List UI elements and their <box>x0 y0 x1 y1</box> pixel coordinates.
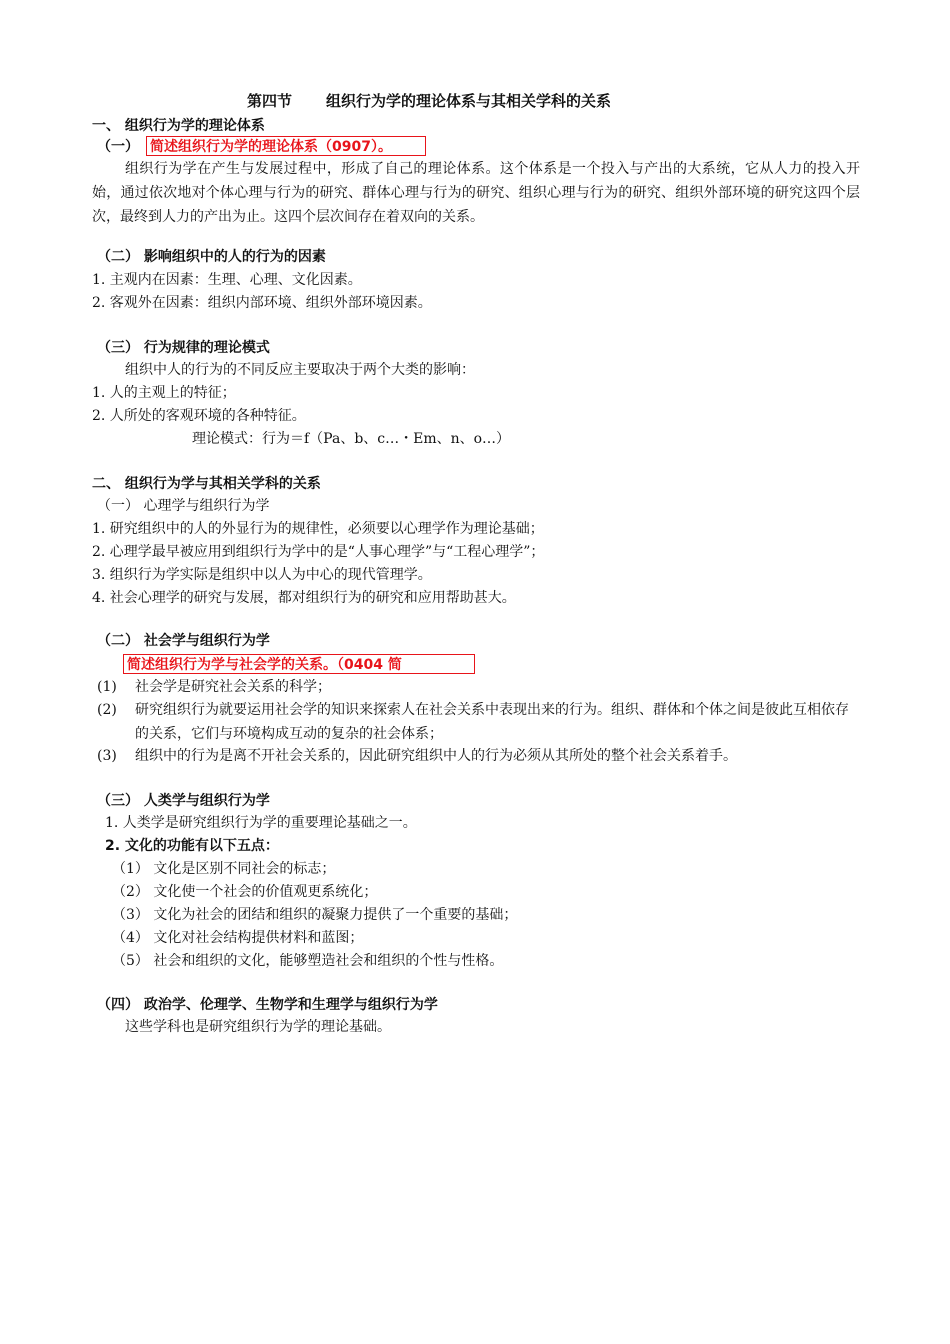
sub-2-2-heading: （二） 社会学与组织行为学 <box>97 633 270 649</box>
list-item: 1. 主观内在因素：生理、心理、文化因素。 <box>92 272 362 288</box>
heading-part-1: 一、 组织行为学的理论体系 <box>92 118 265 134</box>
list-item: 研究组织行为就要运用社会学的知识来探索人在社会关系中表现出来的行为。组织、群体和个体之间是彼此互相依存的关系，它们与环境构成互动的复杂的社会体系； <box>135 702 849 742</box>
exam-question-1: 简述组织行为学的理论体系（0907）。 <box>150 139 392 155</box>
list-item-number: (3) <box>97 748 117 764</box>
list-item-bold: 2. 文化的功能有以下五点： <box>105 838 279 854</box>
list-item: 组织中的行为是离不开社会关系的，因此研究组织中人的行为必须从其所处的整个社会关系着手。 <box>135 748 737 764</box>
sub-list-item: （1） 文化是区别不同社会的标志； <box>112 861 336 877</box>
section-title <box>247 90 611 112</box>
list-item: 2. 客观外在因素：组织内部环境、组织外部环境因素。 <box>92 295 432 311</box>
exam-question-box-1 <box>146 136 426 156</box>
list-item: 1. 人的主观上的特征； <box>92 385 236 401</box>
sub-2-4-body: 这些学科也是研究组织行为学的理论基础。 <box>125 1019 391 1035</box>
sub-1-label: （一） <box>97 139 139 155</box>
exam-question-2: 简述组织行为学与社会学的关系。（0404 简 <box>127 657 402 673</box>
heading-part-2: 二、 组织行为学与其相关学科的关系 <box>92 476 321 492</box>
exam-question-box-2 <box>123 654 475 674</box>
list-item: 2. 心理学最早被应用到组织行为学中的是“人事心理学”与“工程心理学”； <box>92 544 545 560</box>
section-number: 第四节 <box>247 92 293 110</box>
list-item: 1. 人类学是研究组织行为学的重要理论基础之一。 <box>105 815 417 831</box>
list-item: 社会学是研究社会关系的科学； <box>135 679 331 695</box>
sub-3-heading: （三） 行为规律的理论模式 <box>97 340 270 356</box>
sub-list-item: （5） 社会和组织的文化，能够塑造社会和组织的个性与性格。 <box>112 953 504 969</box>
list-item: 2. 人所处的客观环境的各种特征。 <box>92 408 306 424</box>
sub-3-intro: 组织中人的行为的不同反应主要取决于两个大类的影响： <box>125 362 475 378</box>
sub-2-3-heading: （三） 人类学与组织行为学 <box>97 793 270 809</box>
list-item: 4. 社会心理学的研究与发展，都对组织行为的研究和应用帮助甚大。 <box>92 590 516 606</box>
list-item-number: (2) <box>97 702 117 718</box>
sub-list-item: （4） 文化对社会结构提供材料和蓝图； <box>112 930 364 946</box>
sub-2-heading: （二） 影响组织中的人的行为的因素 <box>97 249 326 265</box>
theory-formula: 理论模式：行为＝f（Pa、b、c…・Em、n、o…） <box>192 431 511 447</box>
sub-2-4-heading: （四） 政治学、伦理学、生物学和生理学与组织行为学 <box>97 997 438 1013</box>
theory-paragraph: 组织行为学在产生与发展过程中，形成了自己的理论体系。这个体系是一个投入与产出的大系统，它从人力的投入开始，通过依次地对个体心理与行为的研究、群体心理与行为的研究、组织心理与行为的研究、组织外部环境的研究这四个层次，最终到人力的产出为止。这四个层次间存在着双向的关系。 <box>92 161 860 225</box>
list-item: 3. 组织行为学实际是组织中以人为中心的现代管理学。 <box>92 567 432 583</box>
sub-list-item: （2） 文化使一个社会的价值观更系统化； <box>112 884 378 900</box>
list-item-number: (1) <box>97 679 117 695</box>
list-item: 1. 研究组织中的人的外显行为的规律性，必须要以心理学作为理论基础； <box>92 521 544 537</box>
section-title-text: 组织行为学的理论体系与其相关学科的关系 <box>326 92 612 110</box>
sub-2-1-heading: （一） 心理学与组织行为学 <box>97 498 270 514</box>
sub-list-item: （3） 文化为社会的团结和组织的凝聚力提供了一个重要的基础； <box>112 907 518 923</box>
